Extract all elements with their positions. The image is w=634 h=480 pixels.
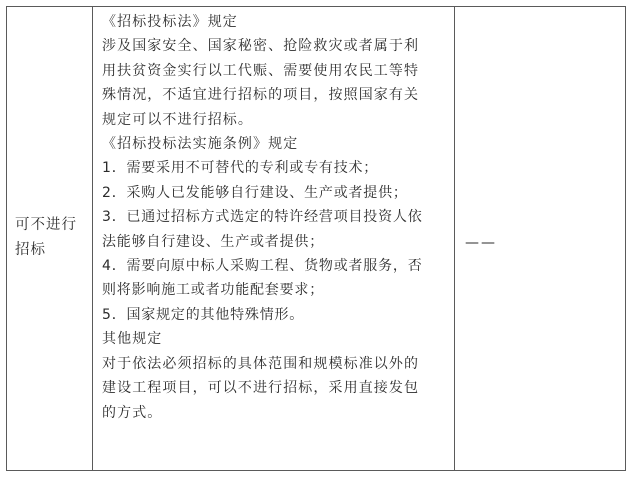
heading-implementation-regulations: 《招标投标法实施条例》规定 xyxy=(102,136,299,153)
content-cell xyxy=(93,7,455,470)
content-line: 用扶贫资金实行以工代赈、需要使用农民工等特 xyxy=(102,62,420,79)
list-item-1: 1．需要采用不可替代的专利或专有技术； xyxy=(102,160,379,177)
list-item-5: 5．国家规定的其他特殊情形。 xyxy=(102,306,305,323)
category-label-line: 招标 xyxy=(15,242,46,258)
content-line: 对于依法必须招标的具体范围和规模标准以外的 xyxy=(102,355,420,372)
list-item-2: 2．采购人已发能够自行建设、生产或者提供； xyxy=(102,184,408,201)
note-dash: —— xyxy=(465,235,497,251)
list-item-3-cont: 法能够自行建设、生产或者提供； xyxy=(102,233,324,250)
content-line: 涉及国家安全、国家秘密、抢险救灾或者属于利 xyxy=(102,38,420,55)
list-item-4: 4．需要向原中标人采购工程、货物或者服务，否 xyxy=(102,258,423,275)
list-item-3: 3．已通过招标方式选定的特许经营项目投资人依 xyxy=(102,209,423,226)
content-line: 规定可以不进行招标。 xyxy=(102,111,253,128)
heading-other-rules: 其他规定 xyxy=(102,331,163,348)
content-text xyxy=(102,10,452,425)
content-line: 殊情况，不适宜进行招标的项目，按照国家有关 xyxy=(102,87,420,104)
note-cell xyxy=(455,7,625,470)
category-label-line: 可不进行 xyxy=(15,217,77,233)
list-item-4-cont: 则将影响施工或者功能配套要求； xyxy=(102,282,324,299)
content-line: 建设工程项目，可以不进行招标，采用直接发包 xyxy=(102,380,420,397)
content-line: 的方式。 xyxy=(102,404,163,421)
rules-table xyxy=(6,6,626,471)
category-label xyxy=(15,213,87,263)
heading-bidding-law: 《招标投标法》规定 xyxy=(102,14,238,30)
category-cell xyxy=(7,7,93,470)
